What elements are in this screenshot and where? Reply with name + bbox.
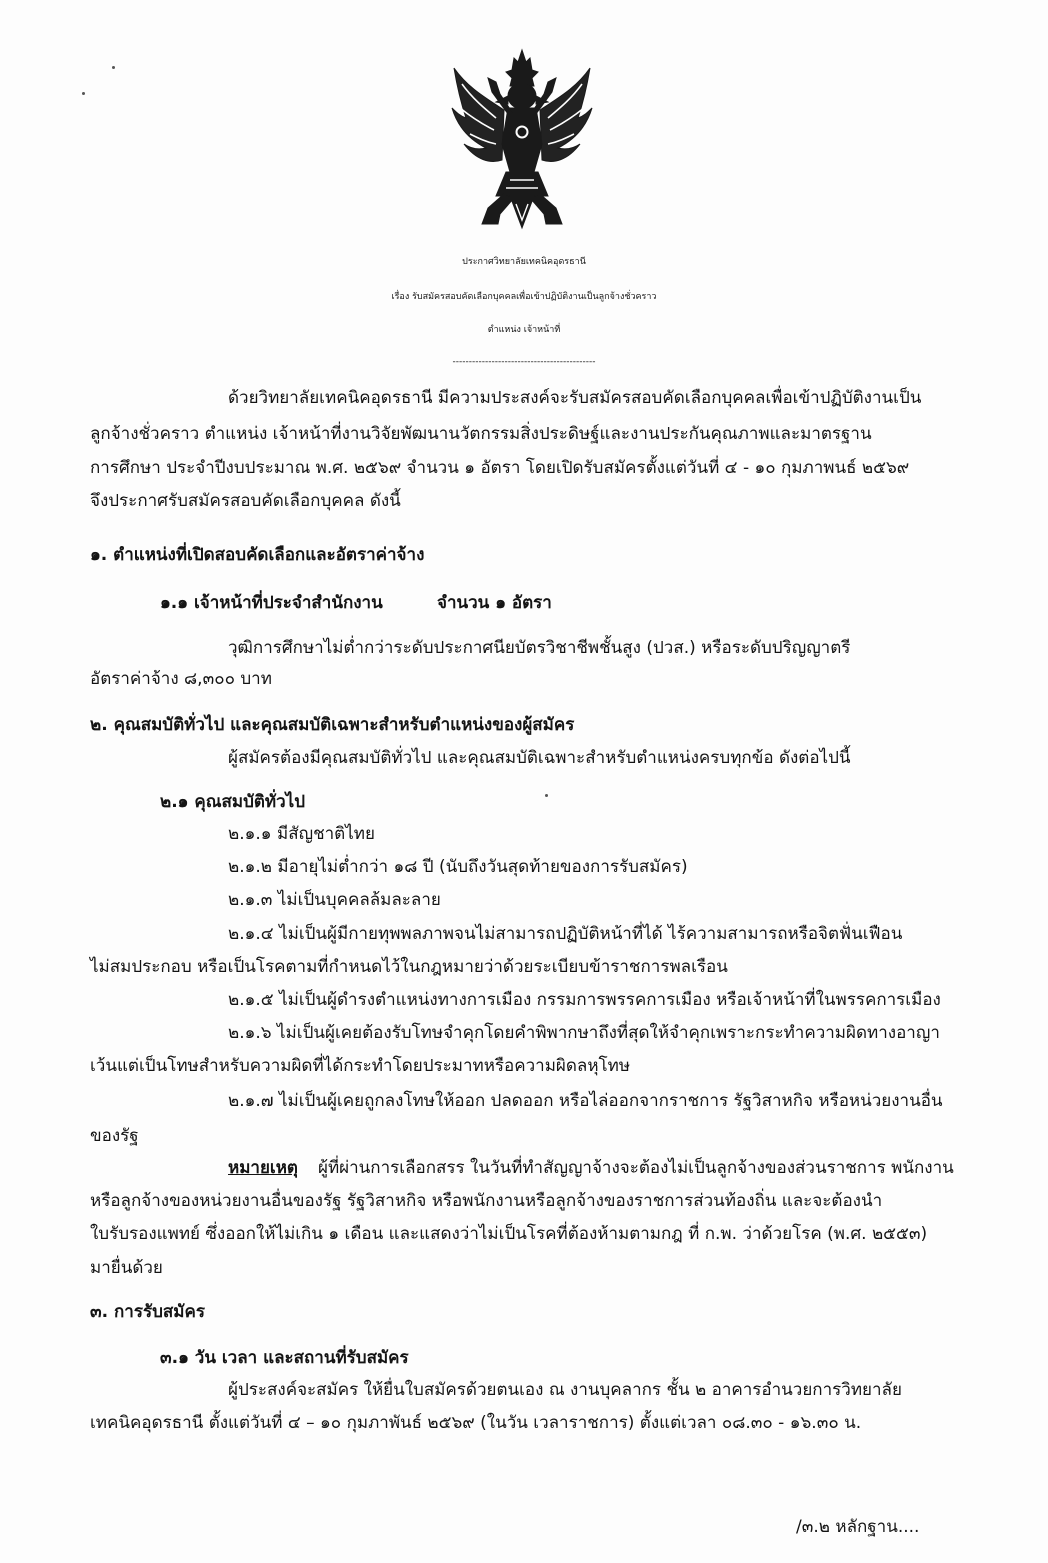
qualification-item: ๒.๑.๑ มีสัญชาติไทย: [228, 824, 375, 844]
qualification-item: ๒.๑.๕ ไม่เป็นผู้ดำรงตำแหน่งทางการเมือง กรรมการพรรคการเมือง หรือเจ้าหน้าที่ในพรรคการเมือง: [228, 990, 941, 1010]
intro-line: การศึกษา ประจำปีงบประมาณ พ.ศ. ๒๕๖๙ จำนวน ๑ อัตรา โดยเปิดรับสมัครตั้งแต่วันที่ ๔ - ๑๐ กุมภาพนธ์ ๒๕๖๙: [90, 458, 910, 478]
qualification-text: วุฒิการศึกษาไม่ต่ำกว่าระดับประกาศนียบัตรวิชาชีพชั้นสูง (ปวส.) หรือระดับปริญญาตรี: [228, 638, 851, 658]
intro-line: ด้วยวิทยาลัยเทคนิคอุดรธานี มีความประสงค์จะรับสมัครสอบคัดเลือกบุคคลเพื่อเข้าปฏิบัติงานเป็น: [228, 388, 922, 408]
scan-speck: [82, 92, 85, 95]
section-3-1-heading: ๓.๑ วัน เวลา และสถานที่รับสมัคร: [160, 1348, 409, 1368]
scan-speck: [545, 794, 548, 797]
header-divider: --------------------------------------------: [452, 357, 596, 367]
intro-line: ลูกจ้างชั่วคราว ตำแหน่ง เจ้าหน้าที่งานวิจัยพัฒนานวัตกรรมสิ่งประดิษฐ์และงานประกันคุณภาพและมาตรฐาน: [90, 424, 872, 444]
qualification-item: ๒.๑.๗ ไม่เป็นผู้เคยถูกลงโทษให้ออก ปลดออก หรือไล่ออกจากราชการ รัฐวิสาหกิจ หรือหน่วยงานอื่น: [228, 1091, 943, 1111]
note-line: ใบรับรองแพทย์ ซึ่งออกให้ไม่เกิน ๑ เดือน และแสดงว่าไม่เป็นโรคที่ต้องห้ามตามกฎ ที่ ก.พ. ว่าด้วยโรค (พ.ศ. ๒๕๕๓): [90, 1224, 928, 1244]
section-3-line: เทคนิคอุดรธานี ตั้งแต่วันที่ ๔ – ๑๐ กุมภาพันธ์ ๒๕๖๙ (ในวัน เวลาราชการ) ตั้งแต่เวลา ๐๘.๓๐ - ๑๖.๓๐ น.: [90, 1413, 862, 1433]
announcement-subject: เรื่อง รับสมัครสอบคัดเลือกบุคคลเพื่อเข้าปฏิบัติงานเป็นลูกจ้างชั่วคราว: [391, 292, 657, 302]
section-3-heading: ๓. การรับสมัคร: [90, 1302, 205, 1322]
note-label: หมายเหตุ: [228, 1158, 298, 1178]
qualification-item: ๒.๑.๒ มีอายุไม่ต่ำกว่า ๑๘ ปี (นับถึงวันสุดท้ายของการรับสมัคร): [228, 857, 688, 877]
qualification-item-cont: ไม่สมประกอบ หรือเป็นโรคตามที่กำหนดไว้ในกฎหมายว่าด้วยระเบียบข้าราชการพลเรือน: [90, 957, 728, 977]
qualification-item: ๒.๑.๖ ไม่เป็นผู้เคยต้องรับโทษจำคุกโดยคำพิพากษาถึงที่สุดให้จำคุกเพราะกระทำความผิดทางอาญา: [228, 1023, 940, 1043]
section-2-heading: ๒. คุณสมบัติทั่วไป และคุณสมบัติเฉพาะสำหรับตำแหน่งของผู้สมัคร: [90, 715, 575, 735]
qualification-item-cont: เว้นแต่เป็นโทษสำหรับความผิดที่ได้กระทำโดยประมาทหรือความผิดลหุโทษ: [90, 1056, 631, 1076]
continued-next-page: /๓.๒ หลักฐาน....: [796, 1517, 920, 1537]
section-1-1-heading: ๑.๑ เจ้าหน้าที่ประจำสำนักงาน: [160, 593, 383, 613]
section-3-line: ผู้ประสงค์จะสมัคร ให้ยื่นใบสมัครด้วยตนเอง ณ งานบุคลากร ชั้น ๒ อาคารอำนวยการวิทยาลัย: [228, 1380, 902, 1400]
section-2-1-heading: ๒.๑ คุณสมบัติทั่วไป: [160, 792, 306, 812]
scan-speck: [112, 66, 115, 69]
wage-text: อัตราค่าจ้าง ๘,๓๐๐ บาท: [90, 669, 272, 689]
section-1-1-count: จำนวน ๑ อัตรา: [437, 593, 552, 613]
note-line: มายื่นด้วย: [90, 1258, 163, 1278]
note-line: ผู้ที่ผ่านการเลือกสรร ในวันที่ทำสัญญาจ้างจะต้องไม่เป็นลูกจ้างของส่วนราชการ พนักงาน: [318, 1158, 954, 1178]
announcement-org: ประกาศวิทยาลัยเทคนิคอุดรธานี: [462, 257, 586, 267]
note-line: หรือลูกจ้างของหน่วยงานอื่นของรัฐ รัฐวิสาหกิจ หรือพนักงานหรือลูกจ้างของราชการส่วนท้องถิ่น และจะต้องนำ: [90, 1191, 883, 1211]
intro-line: จึงประกาศรับสมัครสอบคัดเลือกบุคคล ดังนี้: [90, 491, 401, 511]
garuda-emblem-icon: [448, 48, 596, 230]
qualification-item-cont: ของรัฐ: [90, 1126, 139, 1146]
section-1-heading: ๑. ตำแหน่งที่เปิดสอบคัดเลือกและอัตราค่าจ้าง: [90, 545, 425, 565]
announcement-position: ตำแหน่ง เจ้าหน้าที่: [487, 325, 561, 335]
qualification-item: ๒.๑.๔ ไม่เป็นผู้มีกายทุพพลภาพจนไม่สามารถปฏิบัติหน้าที่ได้ ไร้ความสามารถหรือจิตฟั่นเฟือน: [228, 924, 903, 944]
qualification-item: ๒.๑.๓ ไม่เป็นบุคคลล้มละลาย: [228, 890, 441, 910]
section-2-intro: ผู้สมัครต้องมีคุณสมบัติทั่วไป และคุณสมบัติเฉพาะสำหรับตำแหน่งครบทุกข้อ ดังต่อไปนี้: [228, 748, 851, 768]
